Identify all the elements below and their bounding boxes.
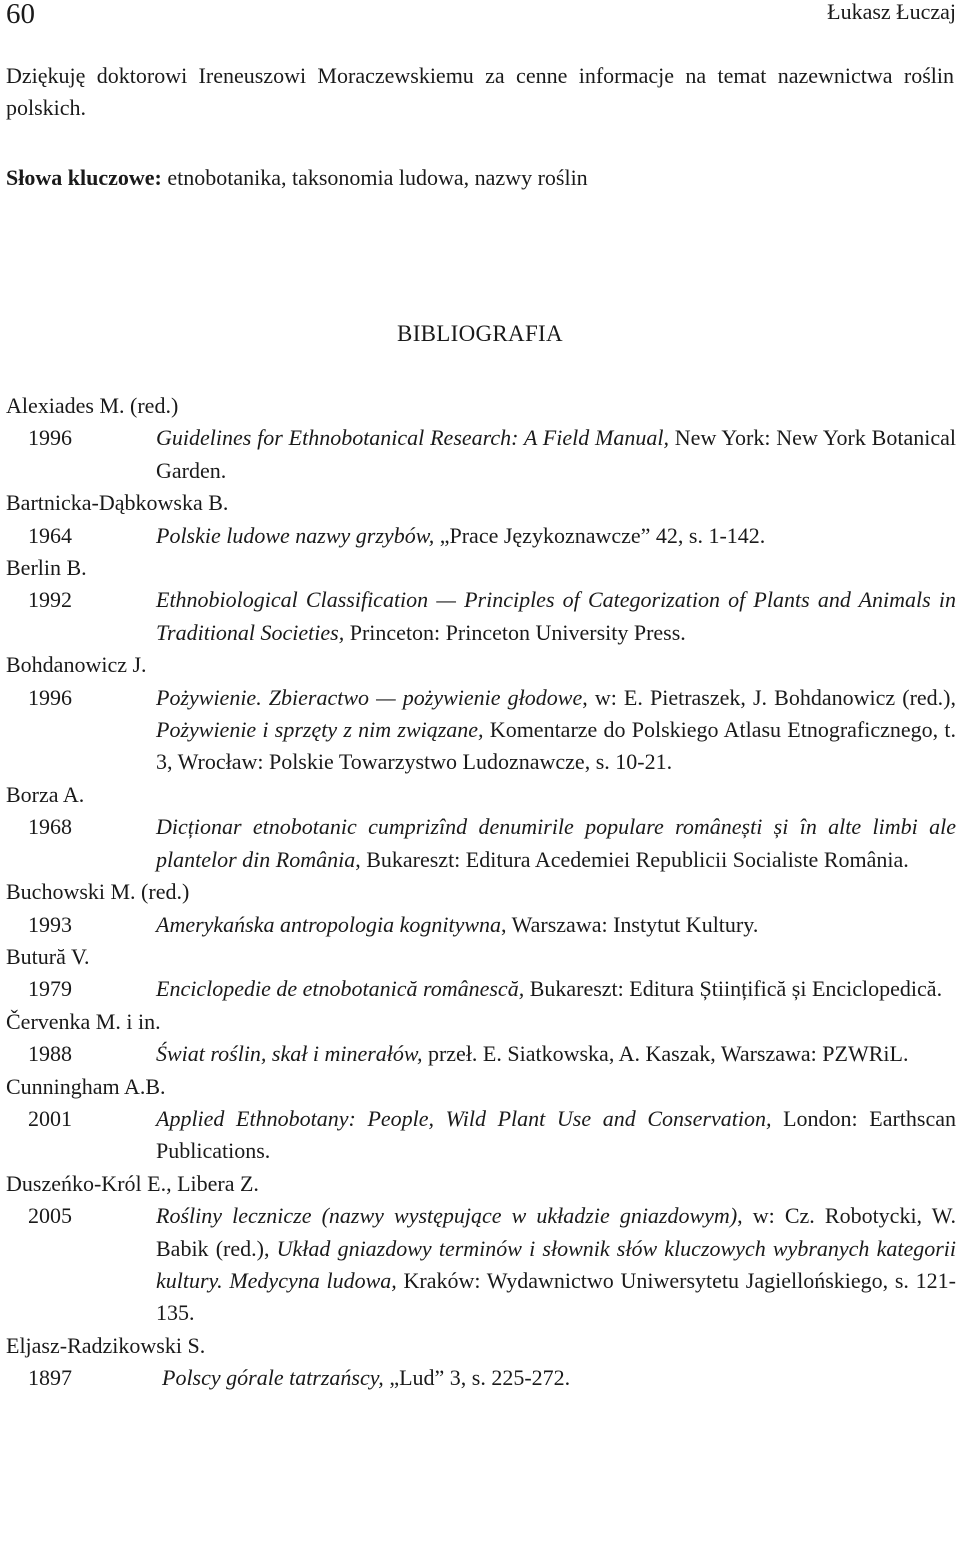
bib-year: 1996: [28, 425, 72, 451]
bib-details: New York: New York Botanical Garden.: [156, 425, 956, 483]
bib-details: Princeton: Princeton University Press.: [344, 619, 686, 645]
bib-entry: [6, 422, 956, 487]
bib-year: 1993: [28, 911, 72, 937]
bib-details: , Bukareszt: Editura Acedemiei Republicii Socialiste România.: [355, 846, 909, 872]
bib-details: przeł. E. Siatkowska, A. Kaszak, Warszawa: PZWRiL.: [422, 1041, 909, 1067]
bib-title-italic: Polskie ludowe nazwy grzybów,: [156, 522, 435, 548]
bib-author: Červenka M. i in.: [6, 1008, 161, 1034]
bib-entry: [6, 1103, 956, 1168]
bib-title-italic: Dicționar etnobotanic cumprizînd denumirile populare românești și în alte limbi ale plantelor din România: [156, 814, 956, 872]
bib-year: 1992: [28, 587, 72, 613]
bib-author: Borza A.: [6, 781, 85, 807]
bib-title-italic: Rośliny lecznicze (nazwy występujące w układzie gniazdowym): [156, 1203, 738, 1229]
bib-reference: [156, 973, 956, 1005]
bib-details: „Prace Językoznawcze” 42, s. 1-142.: [434, 522, 766, 548]
bib-reference: [156, 909, 956, 941]
bib-year: 2001: [28, 1105, 72, 1131]
bib-year: 1988: [28, 1041, 72, 1067]
acknowledgement-paragraph: Dziękuję doktorowi Ireneuszowi Moraczewskiemu za cenne informacje na temat nazewnictwa roślin polskich.: [6, 63, 954, 120]
bib-year: 1968: [28, 814, 72, 840]
bib-year: 1964: [28, 522, 72, 548]
bib-title-italic: Applied Ethnobotany: People, Wild Plant Use and Conservation,: [156, 1105, 772, 1131]
bib-author: Duszeńko-Król E., Libera Z.: [6, 1170, 259, 1196]
bib-title-italic: Amerykańska antropologia kognitywna: [156, 911, 502, 937]
keywords-label: Słowa kluczowe:: [6, 165, 162, 190]
bib-author: Bartnicka-Dąbkowska B.: [6, 490, 229, 516]
bib-entry: [6, 909, 956, 941]
bib-reference: [156, 682, 956, 779]
bib-title-italic: Ethnobiological Classification — Principles of Categorization of Plants and Animals in Traditional Societies,: [156, 587, 956, 645]
bib-details: „Lud” 3, s. 225-272.: [383, 1365, 571, 1391]
bib-entry: [6, 682, 956, 779]
bib-author: Cunningham A.B.: [6, 1073, 166, 1099]
bib-entry: [6, 520, 956, 552]
bib-entry: [6, 1362, 956, 1394]
bib-title-italic: Pożywienie i sprzęty z nim związane,: [156, 717, 484, 743]
bib-details: Komentarze do Polskiego Atlasu Etnograficznego, t. 3, Wrocław: Polskie Towarzystwo Ludoznawcze, s. 10-21.: [156, 717, 956, 775]
bib-year: 1979: [28, 976, 72, 1002]
bib-reference: [162, 1362, 956, 1394]
bib-title-italic: Enciclopedie de etnobotanică românescă,: [156, 976, 525, 1002]
bib-author: Berlin B.: [6, 555, 87, 581]
bib-year: 2005: [28, 1203, 72, 1229]
bib-title-italic: Polscy górale tatrzańscy,: [162, 1365, 384, 1391]
bib-author: Buchowski M. (red.): [6, 879, 190, 905]
bib-details: , Warszawa: Instytut Kultury.: [501, 911, 759, 937]
keywords-text: etnobotanika, taksonomia ludowa, nazwy roślin: [161, 165, 588, 190]
bib-reference: [156, 422, 956, 487]
keywords-line: [6, 162, 954, 194]
bib-reference: [156, 1200, 956, 1330]
page-number: 60: [6, 0, 35, 30]
bib-entry: [6, 973, 956, 1005]
bib-details: , w: Cz. Robotycki, W. Babik (red.),: [156, 1203, 956, 1261]
bib-author: Bohdanowicz J.: [6, 652, 147, 678]
bib-details: , w: E. Pietraszek, J. Bohdanowicz (red.),: [582, 684, 956, 710]
bib-details: Kraków: Wydawnictwo Uniwersytetu Jagiellońskiego, s. 121-135.: [156, 1267, 956, 1326]
bib-title-italic: Świat roślin, skał i minerałów,: [156, 1041, 423, 1067]
bibliography-list: [6, 390, 956, 1395]
running-header: [0, 0, 960, 36]
bib-title-italic: Pożywienie. Zbieractwo — pożywienie głodowe: [156, 684, 583, 710]
bib-title-italic: Guidelines for Ethnobotanical Research: A Field Manual,: [156, 425, 669, 451]
bib-title-italic: Układ gniazdowy terminów i słownik słów kluczowych wybranych kategorii kultury. Medycyna ludowa,: [156, 1235, 957, 1293]
bib-year: 1996: [28, 684, 72, 710]
bib-details: Bukareszt: Editura Științifică și Enciclopedică.: [524, 976, 943, 1002]
bib-entry: [6, 811, 956, 876]
bib-author: Eljasz-Radzikowski S.: [6, 1332, 206, 1358]
bib-entry: [6, 1038, 956, 1070]
bib-author: Alexiades M. (red.): [6, 393, 179, 418]
bib-entry: [6, 584, 956, 649]
bib-reference: [156, 520, 956, 552]
bib-reference: [156, 1103, 956, 1168]
running-head-author: Łukasz Łuczaj: [827, 0, 956, 24]
bib-reference: [156, 811, 956, 876]
bib-author: Butură V.: [6, 943, 90, 969]
bib-reference: [156, 584, 956, 649]
bib-reference: [156, 1038, 956, 1070]
bib-details: London: Earthscan Publications.: [156, 1105, 956, 1164]
bib-year: 1897: [28, 1365, 72, 1391]
bib-entry: [6, 1200, 956, 1330]
bibliography-heading: BIBLIOGRAFIA: [397, 321, 563, 346]
